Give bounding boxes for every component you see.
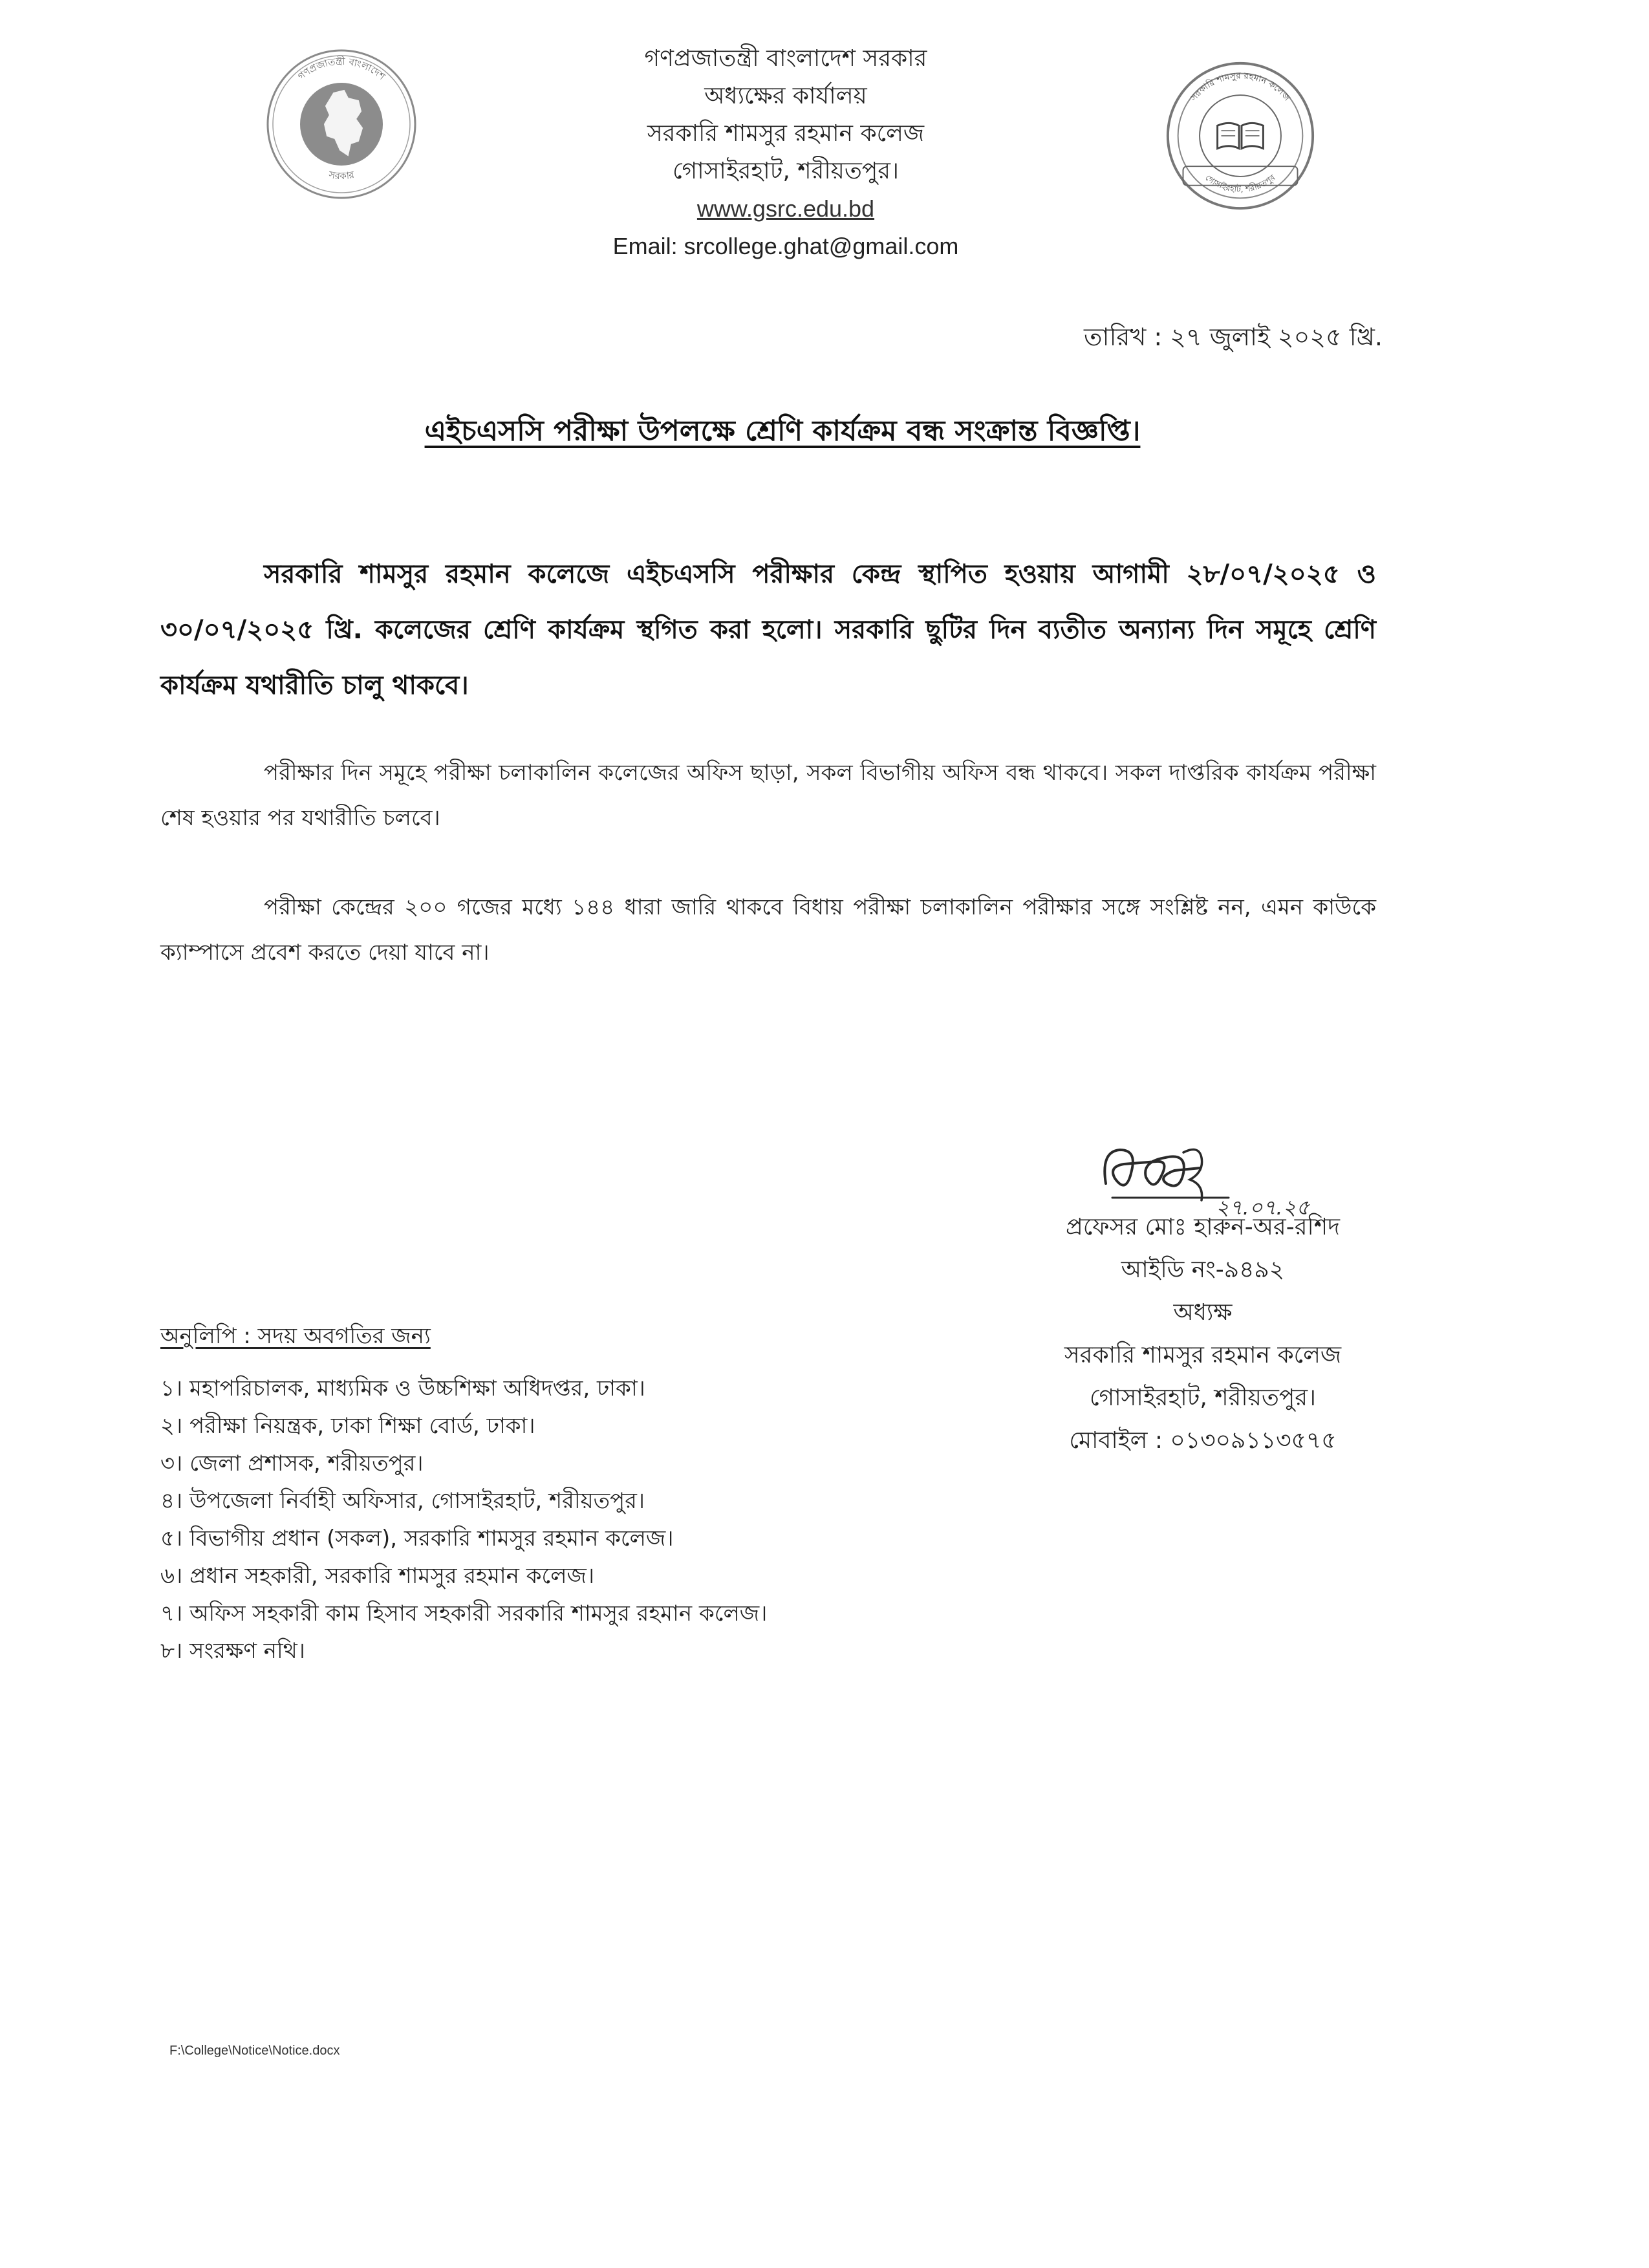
notice-paragraph-office: পরীক্ষার দিন সমূহে পরীক্ষা চলাকালিন কলেজের অফিস ছাড়া, সকল বিভাগীয় অফিস বন্ধ থাকবে। সকল দাপ্তরিক কার্যক্রম পরীক্ষা শেষ হওয়ার পর যথারীতি চলবে। (160, 760, 1376, 831)
government-name: গণপ্রজাতন্ত্রী বাংলাদেশ সরকার (644, 45, 927, 72)
email-address: Email: srcollege.ghat@gmail.com (612, 233, 959, 259)
list-item: ৫। বিভাগীয় প্রধান (সকল), সরকারি শামসুর রহমান কলেজ। (160, 1526, 674, 1551)
list-item: ৬। প্রধান সহকারী, সরকারি শামসুর রহমান কলেজ। (160, 1563, 595, 1589)
seal-top-text: গণপ্রজাতন্ত্রী বাংলাদেশ (295, 55, 388, 83)
file-path: F:\College\Notice\Notice.docx (169, 2044, 340, 2058)
college-name: সরকারি শামসুর রহমান কলেজ (647, 120, 925, 147)
svg-text:সরকারি শামসুর রহমান কলেজ (1188, 70, 1292, 103)
logo-top-text: সরকারি শামসুর রহমান কলেজ (1188, 70, 1292, 103)
copy-to-list (160, 1370, 1001, 1670)
svg-text:গণপ্রজাতন্ত্রী বাংলাদেশ (296, 56, 388, 83)
list-item: ৪। উপজেলা নির্বাহী অফিসার, গোসাইরহাট, শরীয়তপুর। (160, 1488, 645, 1514)
letterhead (543, 40, 1028, 265)
notice-date: তারিখ : ২৭ জুলাই ২০২৫ খ্রি. (1084, 323, 1383, 351)
svg-text:সরকার (327, 169, 356, 182)
college-logo-book-icon (1164, 59, 1317, 212)
signatory-institution: সরকারি শামসুর রহমান কলেজ (1064, 1342, 1342, 1368)
list-item: ৩। জেলা প্রশাসক, শরীয়তপুর। (160, 1451, 424, 1476)
notice-subject: এইচএসসি পরীক্ষা উপলক্ষে শ্রেণি কার্যক্রম বন্ধ সংক্রান্ত বিজ্ঞপ্তি। (424, 415, 1141, 448)
signature-date: ২৭.০৭.২৫ (1216, 1195, 1310, 1220)
notice-paragraph-section144: পরীক্ষা কেন্দ্রের ২০০ গজের মধ্যে ১৪৪ ধারা জারি থাকবে বিধায় পরীক্ষা চলাকালিন পরীক্ষার সঙ্গে সংশ্লিষ্ট নন, এমন কাউকে ক্যাম্পাসে প্রবেশ করতে দেয়া যাবে না। (160, 894, 1376, 966)
list-item: ১। মহাপরিচালক, মাধ্যমিক ও উচ্চশিক্ষা অধিদপ্তর, ঢাকা। (160, 1376, 645, 1401)
signatory-designation: অধ্যক্ষ (1173, 1299, 1233, 1326)
signatory-address: গোসাইরহাট, শরীয়তপুর। (1090, 1385, 1316, 1411)
website-link[interactable]: www.gsrc.edu.bd (696, 195, 875, 222)
list-item: ৮। সংরক্ষণ নথি। (160, 1638, 305, 1664)
bangladesh-government-seal-icon (264, 47, 419, 202)
signatory-name: প্রফেসর মোঃ হারুন-অর-রশিদ (1065, 1214, 1341, 1240)
signatory-block (970, 1206, 1436, 1462)
signatory-mobile: মোবাইল : ০১৩০৯১১৩৫৭৫ (1069, 1427, 1337, 1454)
office-name: অধ্যক্ষের কার্যালয় (704, 83, 867, 109)
notice-paragraph-main: সরকারি শামসুর রহমান কলেজে এইচএসসি পরীক্ষার কেন্দ্র স্থাপিত হওয়ায় আগামী ২৮/০৭/২০২৫ ও ৩০/০৭/২০২৫ খ্রি. কলেজের শ্রেণি কার্যক্রম স্থগিত করা হলো। সরকারি ছুটির দিন ব্যতীত অন্যান্য দিন সমূহে শ্রেণি কার্যক্রম যথারীতি চালু থাকবে। (160, 559, 1376, 700)
copy-to-heading: অনুলিপি : সদয় অবগতির জন্য (160, 1323, 431, 1349)
list-item: ৭। অফিস সহকারী কাম হিসাব সহকারী সরকারি শামসুর রহমান কলেজ। (160, 1601, 768, 1626)
logo-bottom-text: গোসাইরহাট, শরীয়তপুর (1203, 173, 1278, 195)
college-address: গোসাইরহাট, শরীয়তপুর। (673, 158, 899, 184)
seal-bottom-text: সরকার (327, 168, 356, 182)
list-item: ২। পরীক্ষা নিয়ন্ত্রক, ঢাকা শিক্ষা বোর্ড, ঢাকা। (160, 1413, 535, 1439)
signatory-id: আইডি নং-৯৪৯২ (1121, 1257, 1285, 1283)
